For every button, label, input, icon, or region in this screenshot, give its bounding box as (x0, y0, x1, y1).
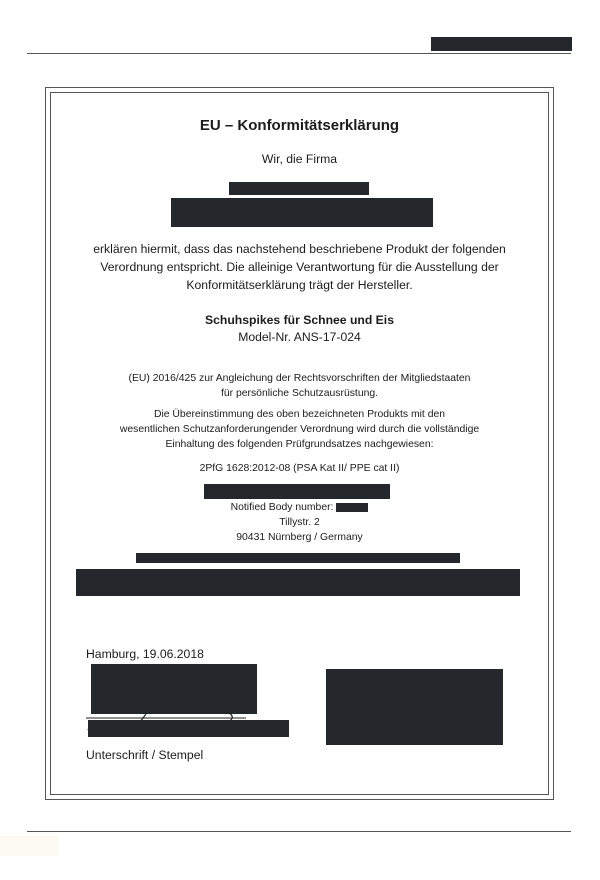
footer-rule (27, 831, 571, 832)
document-title: EU – Konformitätserklärung (199, 117, 400, 134)
header-rule (27, 53, 571, 54)
signature-label: Unterschrift / Stempel (86, 748, 204, 762)
header-redaction (431, 37, 572, 51)
notified-body-label: Notified Body number: (230, 502, 334, 513)
product-name: Schuhspikes für Schnee und Eis (205, 313, 394, 327)
regulation-line-1: (EU) 2016/425 zur Angleichung der Rechtsvorschriften der Mitgliedstaaten (128, 373, 471, 384)
statement-line-redaction (136, 553, 460, 563)
regulation-line-2: für persönliche Schutzausrüstung. (220, 388, 379, 399)
intro-text: Wir, die Firma (261, 152, 338, 166)
notified-body-city: 90431 Nürnberg / Germany (236, 532, 363, 543)
company-stamp-redaction (326, 669, 503, 745)
declaration-line-3: Konformitätserklärung trägt der Hersteller. (186, 278, 413, 292)
company-name-redaction (229, 182, 369, 195)
footer-corner-mark (0, 836, 58, 856)
company-address-redaction (171, 198, 433, 227)
model-number: Model-Nr. ANS-17-024 (238, 330, 361, 344)
place-and-date: Hamburg, 19.06.2018 (86, 647, 204, 661)
conformity-line-1: Die Übereinstimmung des oben bezeichneten Produkts mit den (153, 409, 446, 420)
conformity-line-3: Einhaltung des folgenden Prüfgrundsatzes nachgewiesen: (165, 439, 434, 450)
notified-body-number-redaction (336, 503, 368, 512)
notified-body-row (50, 502, 549, 513)
notified-body-street: Tillystr. 2 (279, 517, 320, 528)
declaration-line-1: erklären hiermit, dass das nachstehend beschriebene Produkt der folgenden (93, 242, 506, 256)
signatory-name-redaction (88, 720, 289, 737)
conformity-line-2: wesentlichen Schutzanforderungender Verordnung wird durch die vollständige (119, 424, 480, 435)
statement-block-redaction (76, 569, 520, 596)
notified-body-name-redaction (204, 484, 390, 499)
test-standard: 2PfG 1628:2012-08 (PSA Kat II/ PPE cat II) (199, 463, 400, 474)
declaration-line-2: Verordnung entspricht. Die alleinige Verantwortung für die Ausstellung der (100, 260, 499, 274)
